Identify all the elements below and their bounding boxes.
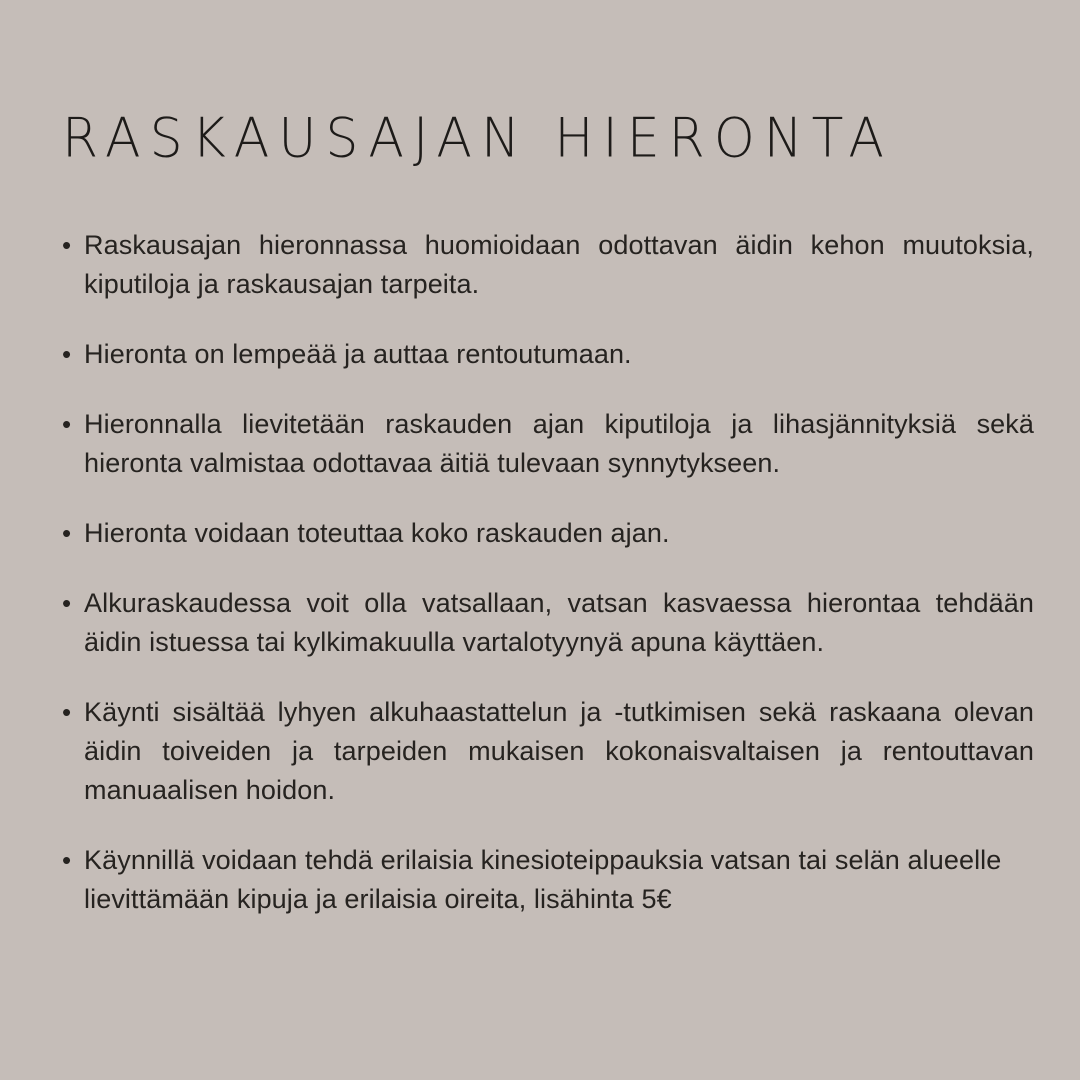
bullet-dot-icon: • — [62, 339, 72, 369]
list-item — [62, 584, 1034, 662]
bullet-text: Käynti sisältää lyhyen alkuhaastattelun ja -tutkimisen sekä raskaana olevan äidin toiveiden ja tarpeiden mukaisen kokonaisvaltaisen ja rentouttavan manuaalisen hoidon. — [84, 697, 1034, 805]
list-item — [62, 693, 1034, 810]
bullet-text: Hieronta on lempeää ja auttaa rentoutumaan. — [84, 339, 632, 369]
bullet-dot-icon: • — [62, 518, 72, 548]
bullet-text: Käynnillä voidaan tehdä erilaisia kinesioteippauksia vatsan tai selän alueelle lievittämään kipuja ja erilaisia oireita, lisähinta 5€ — [84, 845, 1002, 914]
list-item — [62, 405, 1034, 483]
bullet-text: Hieronta voidaan toteuttaa koko raskauden ajan. — [84, 518, 670, 548]
bullet-dot-icon: • — [62, 588, 72, 618]
list-item — [62, 841, 1034, 919]
bullet-text: Alkuraskaudessa voit olla vatsallaan, vatsan kasvaessa hierontaa tehdään äidin istuessa tai kylkimakuulla vartalotyynyä apuna käyttäen. — [84, 588, 1034, 657]
bullet-dot-icon: • — [62, 697, 72, 727]
list-item — [62, 514, 1034, 553]
bullet-dot-icon: • — [62, 845, 72, 875]
list-item — [62, 226, 1034, 304]
bullet-text: Hieronnalla lievitetään raskauden ajan kiputiloja ja lihasjännityksiä sekä hieronta valmistaa odottavaa äitiä tulevaan synnytykseen. — [84, 409, 1034, 478]
bullet-list — [62, 226, 1034, 919]
list-item — [62, 335, 1034, 374]
bullet-text: Raskausajan hieronnassa huomioidaan odottavan äidin kehon muutoksia, kiputiloja ja raskausajan tarpeita. — [84, 230, 1034, 299]
bullet-dot-icon: • — [62, 230, 72, 260]
page-title: RASKAUSAJAN HIERONTA — [62, 107, 893, 171]
bullet-dot-icon: • — [62, 409, 72, 439]
